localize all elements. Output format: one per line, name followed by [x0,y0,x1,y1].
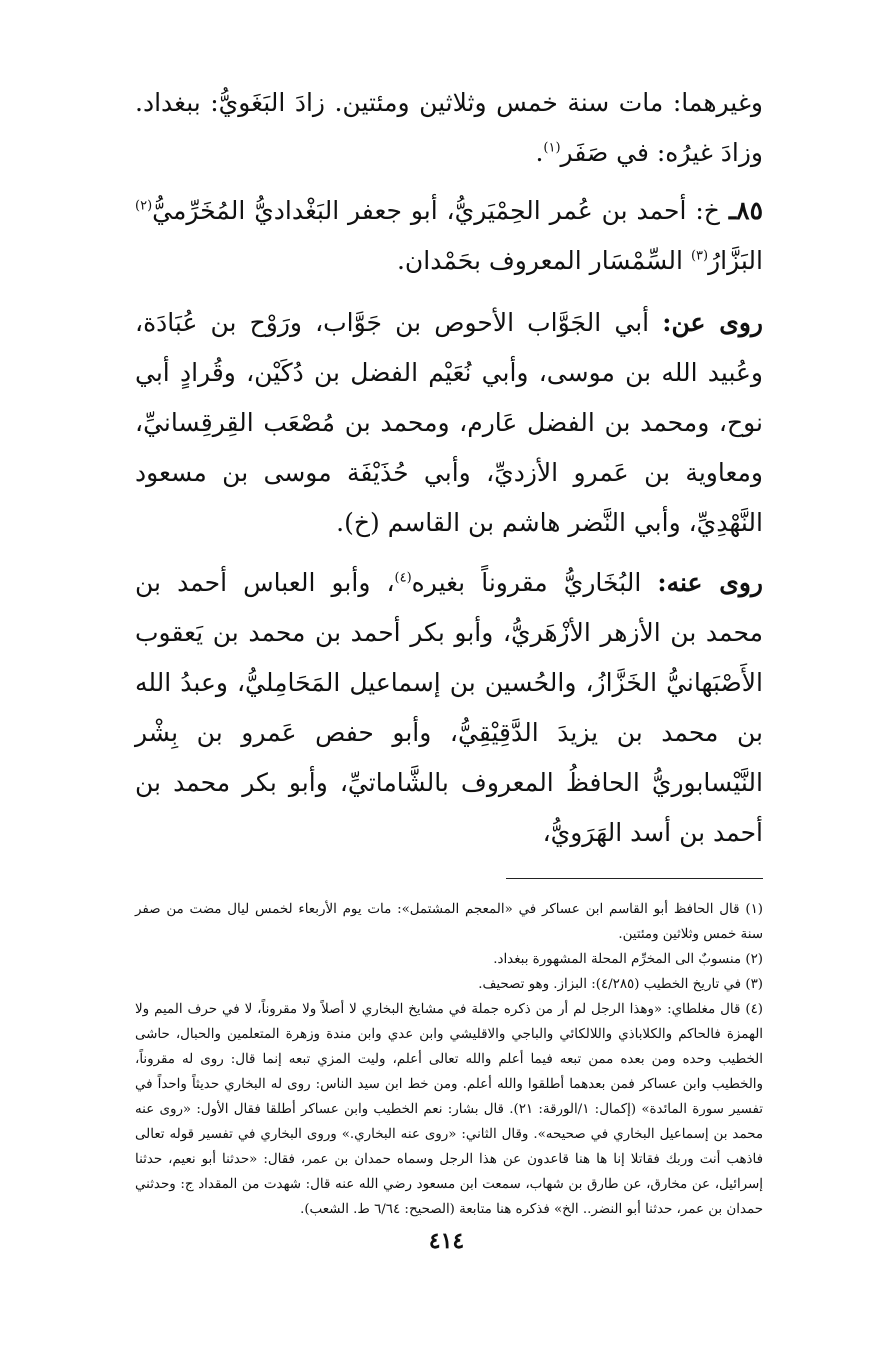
paragraph-text: وغيرهما: مات سنة خمس وثلاثين ومئتين. زادَ البَغَويُّ: ببغداد. وزادَ غيرُه: في صَفَر [135,88,763,167]
entry-name: أحمد بن عُمر الحِمْيَريُّ، أبو جعفر البَغْداديُّ المُخَرِّميُّ [152,196,687,225]
footnote-1: (١) قال الحافظ أبو القاسم ابن عساكر في «المعجم المشتمل»: مات يوم الأربعاء لخمس ليال مضت من صفر سنة خمس وثلاثين ومئتين. [135,902,763,942]
entry-name-tail: السِّمْسَار المعروف بحَمْدان. [396,246,683,275]
narrated-from-text: أبي الجَوَّاب الأحوص بن جَوَّاب، ورَوْح بن عُبَادَة، وعُبيد الله بن موسى، وأبي نُعَيْم الفضل بن دُكَيْن، وقُرادٍ أبي نوح، ومحمد بن الفضل عَارم، ومحمد بن مُصْعَب القِرقِسانيِّ، ومعاوية بن عَمرو الأزديِّ، وأبي حُذَيْفَة موسى بن مسعود النَّهْدِيِّ، وأبي النَّضر هاشم بن القاسم (خ). [135,308,763,537]
footnotes [135,897,763,1222]
footnote-2: (٢) منسوبٌ الى المخرِّم المحلة المشهورة ببغداد. [493,952,763,967]
footnote-ref-2: (٢) [135,198,153,214]
narrated-from-section [135,298,763,548]
narrated-from-label: روى عن: [662,308,763,337]
entry-name-bazzar: البَزَّارُ [708,246,763,275]
entry-number: ٨٥ـ [728,196,763,225]
footnote-rule [506,878,763,879]
narrated-by-text: البُخَاريُّ مقروناً بغيره [411,568,642,597]
narrated-by-text-cont: ، وأبو العباس أحمد بن محمد بن الأزهر الأزْهَريُّ، وأبو بكر أحمد بن محمد بن يَعقوب الأَصْبَهانيُّ الخَزَّازُ، والحُسين بن إسماعيل المَحَامِليُّ، وعبدُ الله بن محمد بن يزيدَ الدَّقِيْقِيُّ، وأبو حفص عَمرو بن بِشْر النَّيْسابوريُّ الحافظُ المعروف بالشَّاماتيِّ، وأبو بكر محمد بن أحمد بن أسد الهَرَويُّ، [135,568,763,847]
paragraph-death-date [135,78,763,178]
main-text [135,78,763,858]
paragraph-tail: . [535,138,544,167]
footnote-separator [135,878,763,879]
footnote-4: (٤) قال مغلطاي: «وهذا الرجل لم أر من ذكره جملة في مشايخ البخاري لا أصلاً ولا مقروناً، لا في حرف الميم ولا الهمزة فالحاكم والكلاباذي واللالكائي والباجي والاقليشي وابن عدي وابن مندة وزهرة المتعلمين والحبال، حاشى الخطيب وحده ومن بعده ممن تبعه فيما أعلم والله تعالى أعلم، وليت المزي تبعه إنما قال: روى له مقروناً، والخطيب وابن عساكر فمن بعدهما أطلقوا والله أعلم. ومن خط ابن سيد الناس: روى له البخاري حديثاً واحداً في تفسير سورة المائدة» (إكمال: ١/الورقة: ٢١). قال بشار: نعم الخطيب وابن عساكر أطلقا فقال الأول: «روى عنه محمد بن إسماعيل البخاري في صحيحه». وقال الثاني: «روى عنه البخاري.» وروى البخاري في تفسير قوله تعالى فاذهب أنت وربك فقاتلا إنا ها هنا قاعدون عن هذا الرجل وسماه حمدان بن عمر، فقال: «حدثنا أبو نعيم، حدثنا إسرائيل، عن مخارق، عن طارق بن شهاب، سمعت ابن مسعود رضي الله عنه قال: شهدت من المقداد ج: وحدثني حمدان بن عمر، حدثنا أبو النضر.. الخ» فذكره هنا متابعة (الصحيح: ٦/٦٤ ط. الشعب). [135,1002,763,1217]
narrated-by-label: روى عنه: [657,568,763,597]
biography-entry-heading [135,186,763,286]
footnote-3: (٣) في تاريخ الخطيب (٤/٢٨٥): البزاز. وهو تصحيف. [478,977,763,992]
footnote-ref-1: (١) [543,140,561,156]
narrated-by-section [135,558,763,858]
entry-sigla: خ: [695,196,720,225]
footnote-ref-3: (٣) [690,248,709,264]
page-number: ٤١٤ [428,1228,465,1254]
footnote-ref-4: (٤) [394,570,412,586]
